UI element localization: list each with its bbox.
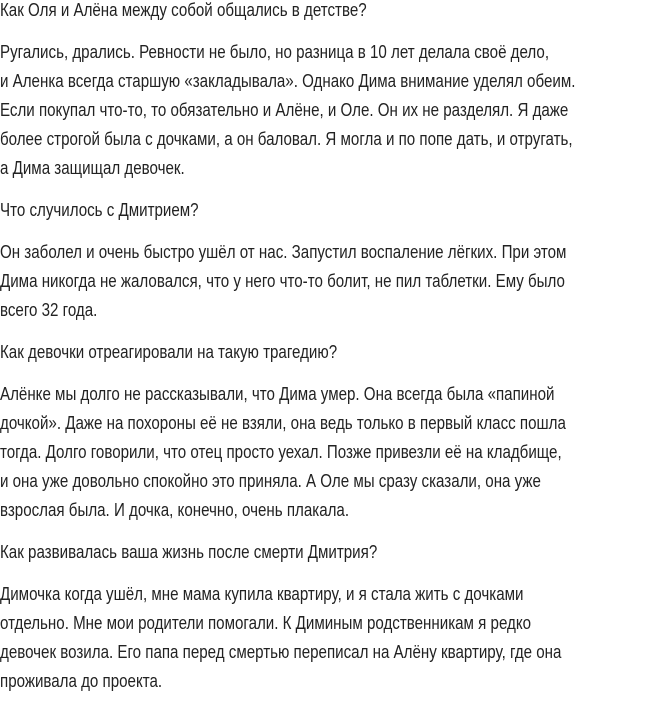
text-line: отдельно. Мне мои родители помогали. К Диминым родственникам я редко — [0, 613, 532, 633]
text-line: всего 32 года. — [0, 300, 98, 320]
text-line: более строгой была с дочками, а он баловал. Я могла и по попе дать, и отругать, — [0, 129, 573, 149]
text-line: девочек возила. Его папа перед смертью переписал на Алёну квартиру, где она — [0, 642, 562, 662]
interview-answer — [0, 238, 670, 325]
text-line: Алёнке мы долго не рассказывали, что Дима умер. Она всегда была «папиной — [0, 384, 555, 404]
text-line: тогда. Долго говорили, что отец просто уехал. Позже привезли её на кладбище, — [0, 442, 562, 462]
interview-question — [0, 338, 670, 367]
text-line: а Дима защищал девочек. — [0, 158, 185, 178]
text-line: взрослая была. И дочка, конечно, очень плакала. — [0, 500, 350, 520]
text-line: Если покупал что-то, то обязательно и Алёне, и Оле. Он их не разделял. Я даже — [0, 100, 569, 120]
interview-question — [0, 538, 670, 567]
interview-answer — [0, 580, 670, 696]
interview-question — [0, 196, 670, 225]
text-line: Дима никогда не жаловался, что у него что-то болит, не пил таблетки. Ему было — [0, 271, 565, 291]
text-line: Ругались, дрались. Ревности не было, но разница в 10 лет делала своё дело, — [0, 42, 550, 62]
text-line: Что случилось с Дмитрием? — [0, 200, 199, 220]
text-line: проживала до проекта. — [0, 671, 163, 691]
text-line: Димочка когда ушёл, мне мама купила квартиру, и я стала жить с дочками — [0, 584, 524, 604]
interview-answer — [0, 380, 670, 525]
text-line: Он заболел и очень быстро ушёл от нас. Запустил воспаление лёгких. При этом — [0, 242, 567, 262]
interview-question — [0, 0, 670, 25]
text-line: и она уже довольно спокойно это приняла. А Оле мы сразу сказали, она уже — [0, 471, 541, 491]
text-line: Как девочки отреагировали на такую трагедию? — [0, 342, 338, 362]
interview-answer — [0, 38, 670, 183]
text-line: дочкой». Даже на похороны её не взяли, она ведь только в первый класс пошла — [0, 413, 566, 433]
text-line: Как развивалась ваша жизнь после смерти Дмитрия? — [0, 542, 378, 562]
text-line: и Аленка всегда старшую «закладывала». Однако Дима внимание уделял обеим. — [0, 71, 576, 91]
text-line: Как Оля и Алёна между собой общались в детстве? — [0, 0, 367, 20]
